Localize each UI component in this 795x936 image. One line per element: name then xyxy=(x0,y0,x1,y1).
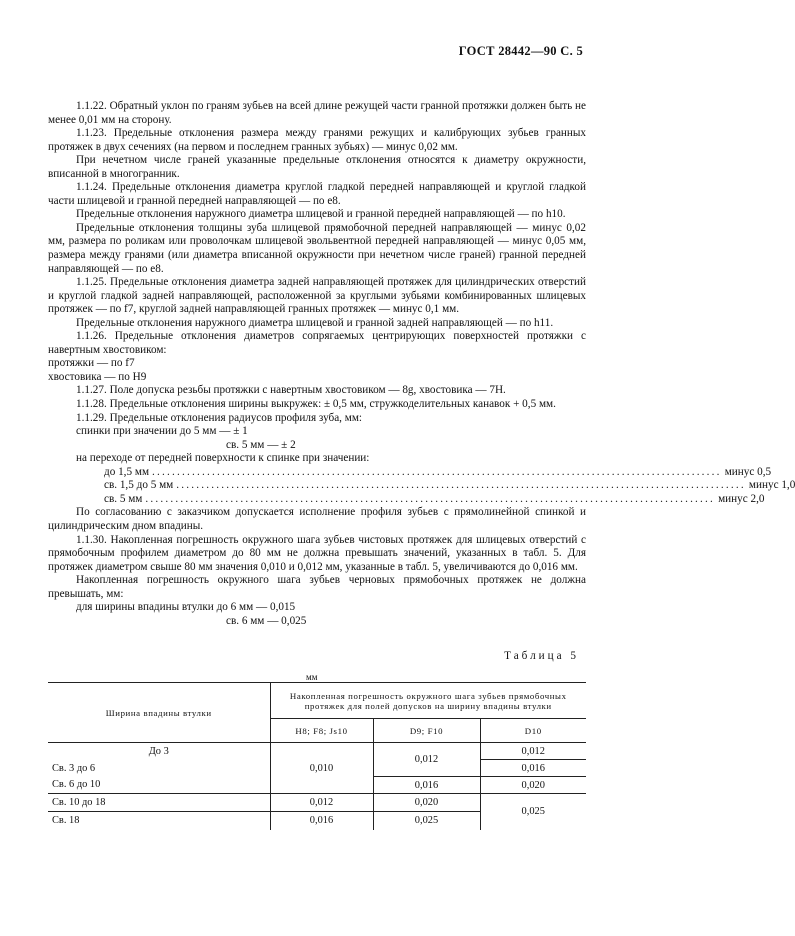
col-header-width: Ширина впадины втулки xyxy=(48,683,270,743)
paragraph: Предельные отклонения наружного диаметра шлицевой и гранной передней направляющей — по h10. xyxy=(76,208,566,221)
document-body xyxy=(48,100,795,628)
cell-width: Св. 18 xyxy=(52,815,80,827)
cell-value: 0,012 xyxy=(270,794,373,812)
paragraph: 1.1.25. Предельные отклонения диаметра задней направляющей протяжек для цилиндрических отверстий и круглой гладкой задней направляющей, расположенной за круглыми зубьями комбинированных шлицевых протяжек — по f7, круглой задней направляющей гранных протяжек — минус 0,1 мм. xyxy=(48,276,586,316)
paragraph: 1.1.24. Предельные отклонения диаметра круглой гладкой передней направляющей и круглой гладкой части шлицевой и гранной передней направляющей — по е8. xyxy=(48,181,586,207)
leader-value: минус 0,5 xyxy=(724,465,772,478)
leader-value: минус 1,0 xyxy=(748,479,795,492)
page-header: ГОСТ 28442—90 С. 5 xyxy=(458,44,583,58)
list-item: хвостовика — по Н9 xyxy=(48,370,147,383)
cell-value: 0,020 xyxy=(480,777,586,794)
paragraph: 1.1.30. Накопленная погрешность окружного шага зубьев чистовых протяжек для шлицевых отверстий с прямобочным профилем диаметром до 80 мм не должна превышать значений, указанных в табл. 5. Для протяжек диаметром свыше 80 мм значения 0,010 и 0,012 мм, указанные в табл. 5, увеличиваются до 0,016 мм. xyxy=(48,533,586,573)
leader-row xyxy=(48,492,765,507)
cell-value: 0,025 xyxy=(373,812,480,830)
table-row xyxy=(48,743,586,760)
tolerance-table xyxy=(48,682,586,830)
cell-width: Св. 3 до 6 xyxy=(52,762,96,774)
list-item: протяжки — по f7 xyxy=(48,357,135,370)
list-item: спинки при значении до 5 мм — ± 1 xyxy=(76,425,248,438)
table-row xyxy=(48,794,586,812)
cell-width: Св. 6 до 10 xyxy=(48,777,270,794)
cell-value: 0,016 xyxy=(373,777,480,794)
cell-value: 0,016 xyxy=(480,760,586,777)
paragraph: Предельные отклонения наружного диаметра шлицевой и гранной задней направляющей — по h11. xyxy=(76,316,554,329)
paragraph: 1.1.27. Поле допуска резьбы протяжки с навертным хвостовиком — 8g, хвостовика — 7Н. xyxy=(76,384,506,397)
paragraph: 1.1.29. Предельные отклонения радиусов профиля зуба, мм: xyxy=(76,411,363,424)
table-header-row xyxy=(48,683,586,719)
col-subheader-h8: H8; F8; Js10 xyxy=(270,719,373,743)
col-header-group: Накопленная погрешность окружного шага зубьев прямобочных протяжек для полей допусков на ширину впадины втулки xyxy=(270,683,586,719)
cell-value: 0,012 xyxy=(480,743,586,760)
leader-row xyxy=(48,479,795,493)
list-item: св. 6 мм — 0,025 xyxy=(226,614,307,627)
leader-dots: .................................................................................................................. xyxy=(152,465,722,478)
list-item: для ширины впадины втулки до 6 мм — 0,015 xyxy=(76,601,296,614)
leader-row xyxy=(48,465,772,480)
paragraph: 1.1.23. Предельные отклонения размера между гранями режущих и калибрующих зубьев гранных протяжек в двух сечениях (на первом и последнем гранных зубьях) — минус 0,02 мм. xyxy=(48,127,586,153)
list-item: на переходе от передней поверхности к спинке при значении: xyxy=(76,452,370,465)
paragraph: При нечетном числе граней указанные предельные отклонения относятся к диаметру окружности, вписанной в многогранник. xyxy=(48,154,586,180)
cell-value: 0,020 xyxy=(373,794,480,812)
paragraph: 1.1.28. Предельные отклонения ширины выкружек: ± 0,5 мм, стружкоделительных канавок + 0,5 мм. xyxy=(76,398,556,411)
cell-value: 0,010 xyxy=(270,743,373,794)
leader-label: до 1,5 мм xyxy=(104,465,150,478)
paragraph: 1.1.22. Обратный уклон по граням зубьев на всей длине режущей части гранной протяжки должен быть не менее 0,01 мм на сторону. xyxy=(48,100,586,126)
leader-label: св. 1,5 до 5 мм xyxy=(104,479,174,492)
table-caption: Таблица 5 xyxy=(504,650,579,662)
cell-value: 0,016 xyxy=(270,812,373,830)
paragraph: Накопленная погрешность окружного шага зубьев черновых прямобочных протяжек не должна превышать, мм: xyxy=(48,574,586,600)
cell-width: Св. 10 до 18 xyxy=(48,794,270,812)
list-item: св. 5 мм — ± 2 xyxy=(226,438,296,451)
col-subheader-d10: D10 xyxy=(480,719,586,743)
cell-value: 0,025 xyxy=(480,794,586,830)
leader-label: св. 5 мм xyxy=(104,492,143,505)
leader-dots: .................................................................................................................. xyxy=(176,479,746,492)
paragraph: Предельные отклонения толщины зуба шлицевой прямобочной передней направляющей — минус 0,02 мм, размера по роликам или проволочкам шлицевой эвольвентной передней направляющей — минус 0,05 мм, размера между гранями (или диаметра вписанной окружности при нечетном числе граней) гранной передней направляющей — по е8. xyxy=(48,221,586,275)
paragraph: По согласованию с заказчиком допускается исполнение профиля зубьев с прямолинейной спинкой и цилиндрическим дном впадины. xyxy=(48,506,586,532)
cell-value: 0,012 xyxy=(373,743,480,777)
cell-width: До 3 xyxy=(148,745,169,757)
col-subheader-d9: D9; F10 xyxy=(373,719,480,743)
table-units: мм xyxy=(306,672,318,682)
leader-dots: .................................................................................................................. xyxy=(145,492,716,505)
leader-value: минус 2,0 xyxy=(718,492,765,505)
paragraph: 1.1.26. Предельные отклонения диаметров сопрягаемых центрирующих поверхностей протяжки с навертным хвостовиком: xyxy=(48,330,586,356)
